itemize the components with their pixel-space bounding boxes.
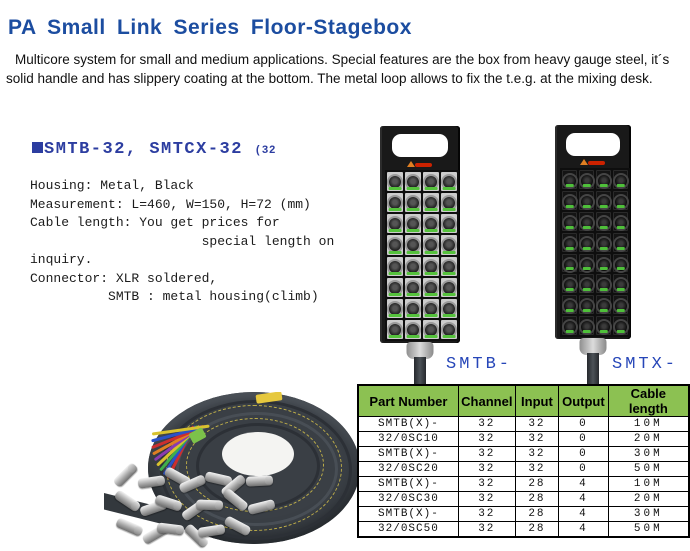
green-label-strip [565, 226, 573, 229]
square-bullet-icon [32, 142, 43, 153]
green-label-strip [582, 309, 590, 312]
green-label-strip [599, 309, 607, 312]
xlr-connector [423, 299, 439, 318]
xlr-connector [613, 274, 628, 293]
xlr-plug [246, 475, 273, 486]
table-row [358, 492, 689, 507]
table-cell: SMTB(X)- [358, 477, 458, 492]
xlr-connector [562, 254, 577, 273]
xlr-connector [387, 235, 403, 254]
green-label-strip [443, 251, 456, 254]
table-cell: 4 [559, 492, 609, 507]
cable-photo [104, 392, 358, 551]
green-label-strip [389, 272, 402, 275]
xlr-connector [423, 172, 439, 191]
green-label-strip [443, 229, 456, 232]
table-cell: 32 [458, 462, 515, 477]
table-cell: 32 [458, 432, 515, 447]
xlr-connector [596, 233, 611, 252]
green-label-strip [425, 335, 438, 338]
table-cell: 4 [559, 522, 609, 538]
table-cell: 28 [515, 507, 558, 522]
logo-mountain-icon [580, 159, 588, 165]
green-label-strip [389, 335, 402, 338]
xlr-connector [423, 193, 439, 212]
green-label-strip [599, 288, 607, 291]
table-cell: SMTB(X)- [358, 447, 458, 462]
green-label-strip [565, 309, 573, 312]
table-cell: 32 [458, 492, 515, 507]
green-label-strip [616, 184, 624, 187]
table-cell: 50M [608, 462, 689, 477]
green-label-strip [425, 251, 438, 254]
table-header-cell: Part Number [358, 385, 458, 417]
xlr-connector [596, 274, 611, 293]
xlr-connector [579, 233, 594, 252]
xlr-connector [387, 172, 403, 191]
xlr-connector [423, 320, 439, 339]
green-label-strip [565, 184, 573, 187]
parts-table [357, 384, 690, 538]
green-label-strip [407, 208, 420, 211]
xlr-connector [562, 233, 577, 252]
xlr-connector [596, 191, 611, 210]
xlr-plug [115, 517, 144, 537]
green-label-strip [565, 205, 573, 208]
xlr-connector [579, 191, 594, 210]
green-label-strip [565, 288, 573, 291]
xlr-connector [579, 295, 594, 314]
xlr-connector [596, 170, 611, 189]
xlr-connector [613, 212, 628, 231]
table-row [358, 462, 689, 477]
xlr-connector [441, 257, 457, 276]
green-label-strip [443, 335, 456, 338]
green-label-strip [582, 330, 590, 333]
xlr-connector [387, 257, 403, 276]
green-label-strip [407, 272, 420, 275]
table-cell: 28 [515, 522, 558, 538]
green-label-strip [407, 293, 420, 296]
brand-logo [407, 161, 433, 168]
green-label-strip [389, 187, 402, 190]
xlr-connector [387, 214, 403, 233]
xlr-connector [405, 214, 421, 233]
page-title: PA Small Link Series Floor-Stagebox [8, 16, 412, 40]
intro-text: Multicore system for small and medium applications. Special features are the box from heavy gauge steel, it´s solid handle and has slippery coating at the bottom. The metal loop allows to fix the t.e.g. at the mixing desk. [6, 51, 670, 86]
xlr-connector [562, 274, 577, 293]
green-label-strip [599, 247, 607, 250]
handle-cutout [566, 133, 620, 156]
green-label-strip [443, 293, 456, 296]
green-label-strip [389, 229, 402, 232]
table-header-cell: Input [515, 385, 558, 417]
product-name: SMTB-32, SMTCX-32 [44, 140, 243, 159]
xlr-connector [387, 278, 403, 297]
xlr-plug [196, 500, 223, 511]
green-label-strip [616, 309, 624, 312]
green-label-strip [407, 187, 420, 190]
table-cell: 32/0SC10 [358, 432, 458, 447]
table-cell: 32 [458, 417, 515, 432]
green-label-strip [443, 187, 456, 190]
spec-line: SMTB : metal housing(climb) [30, 289, 319, 304]
logo-text-mark [415, 163, 432, 167]
table-cell: SMTB(X)- [358, 507, 458, 522]
green-label-strip [599, 267, 607, 270]
xlr-connector [596, 295, 611, 314]
stagebox-label-smtb: SMTB- [446, 355, 513, 374]
xlr-connector [441, 172, 457, 191]
table-cell: 28 [515, 477, 558, 492]
green-label-strip [389, 314, 402, 317]
xlr-connector [596, 316, 611, 335]
green-label-strip [425, 208, 438, 211]
table-cell: 32 [458, 522, 515, 538]
xlr-connector [405, 299, 421, 318]
table-cell: 32 [515, 432, 558, 447]
green-label-strip [425, 272, 438, 275]
xlr-connector [613, 191, 628, 210]
xlr-connector [562, 212, 577, 231]
table-header-cell: Channel [458, 385, 515, 417]
stagebox-smtx [555, 125, 631, 388]
green-label-strip [616, 288, 624, 291]
table-cell: 10M [608, 477, 689, 492]
green-label-strip [616, 267, 624, 270]
table-header-cell: Output [559, 385, 609, 417]
brand-logo [580, 159, 606, 166]
spec-line: inquiry. [30, 252, 93, 267]
xlr-connector [441, 320, 457, 339]
table-cell: 20M [608, 432, 689, 447]
table-cell: 32 [515, 447, 558, 462]
xlr-connector [387, 320, 403, 339]
green-label-strip [425, 293, 438, 296]
xlr-connector [405, 193, 421, 212]
green-label-strip [389, 293, 402, 296]
table-cell: 0 [559, 462, 609, 477]
table-row [358, 447, 689, 462]
table-row [358, 507, 689, 522]
xlr-connector [387, 299, 403, 318]
green-label-strip [599, 184, 607, 187]
table-cell: 32/0SC30 [358, 492, 458, 507]
green-label-strip [425, 229, 438, 232]
table-cell: 32 [458, 477, 515, 492]
table-row [358, 477, 689, 492]
green-label-strip [407, 335, 420, 338]
xlr-connector [562, 191, 577, 210]
xlr-connector [613, 254, 628, 273]
table-cell: 32 [515, 417, 558, 432]
xlr-connector [405, 320, 421, 339]
green-label-strip [599, 205, 607, 208]
spec-line: Connector: XLR soldered, [30, 270, 218, 286]
xlr-plug [112, 462, 138, 488]
spec-line: Measurement: L=460, W=150, H=72 (mm) [30, 196, 311, 212]
green-label-strip [582, 184, 590, 187]
green-label-strip [616, 205, 624, 208]
xlr-connector [579, 316, 594, 335]
xlr-connector [596, 212, 611, 231]
spec-line: Housing: Metal, Black [30, 178, 194, 193]
xlr-connector [405, 235, 421, 254]
table-cell: 32/0SC20 [358, 462, 458, 477]
table-cell: 32 [458, 447, 515, 462]
table-cell: 0 [559, 432, 609, 447]
xlr-connector [441, 278, 457, 297]
table-header-cell: Cable length [608, 385, 689, 417]
table-cell: 10M [608, 417, 689, 432]
xlr-connector [423, 214, 439, 233]
green-label-strip [582, 247, 590, 250]
green-label-strip [443, 208, 456, 211]
green-label-strip [389, 208, 402, 211]
green-label-strip [565, 267, 573, 270]
table-cell: 32/0SC50 [358, 522, 458, 538]
table-cell: 4 [559, 477, 609, 492]
table-cell: SMTB(X)- [358, 417, 458, 432]
xlr-connector [562, 295, 577, 314]
connector-panel [385, 170, 459, 341]
logo-text-mark [588, 161, 605, 165]
xlr-connector [441, 235, 457, 254]
xlr-connector [613, 170, 628, 189]
table-cell: 28 [515, 492, 558, 507]
spec-line: special length on [30, 233, 335, 249]
xlr-connector [579, 170, 594, 189]
green-label-strip [616, 247, 624, 250]
green-label-strip [425, 314, 438, 317]
stagebox-label-smtx: SMTX- [612, 355, 679, 374]
handle-cutout [392, 134, 448, 157]
green-label-strip [616, 330, 624, 333]
xlr-connector [423, 235, 439, 254]
green-label-strip [407, 229, 420, 232]
green-label-strip [443, 272, 456, 275]
green-label-strip [582, 226, 590, 229]
table-cell: 0 [559, 447, 609, 462]
green-label-strip [616, 226, 624, 229]
connector-panel [560, 168, 630, 337]
table-cell: 32 [458, 507, 515, 522]
table-row [358, 522, 689, 538]
green-label-strip [407, 251, 420, 254]
xlr-connector [613, 233, 628, 252]
xlr-connector [579, 254, 594, 273]
green-label-strip [599, 330, 607, 333]
table-cell: 30M [608, 447, 689, 462]
green-label-strip [582, 288, 590, 291]
table-cell: 32 [515, 462, 558, 477]
green-label-strip [443, 314, 456, 317]
xlr-connector [405, 278, 421, 297]
xlr-connector [405, 257, 421, 276]
multicore-cable [587, 353, 599, 388]
table-cell: 50M [608, 522, 689, 538]
green-label-strip [565, 247, 573, 250]
xlr-connector [405, 172, 421, 191]
green-label-strip [407, 314, 420, 317]
product-heading [32, 140, 276, 159]
green-label-strip [565, 330, 573, 333]
green-label-strip [582, 267, 590, 270]
spec-text-block [30, 177, 334, 307]
xlr-connector [579, 212, 594, 231]
xlr-connector [613, 295, 628, 314]
green-label-strip [389, 251, 402, 254]
green-label-strip [599, 226, 607, 229]
logo-mountain-icon [407, 161, 415, 167]
xlr-connector [441, 193, 457, 212]
stagebox-smtb [380, 126, 460, 388]
xlr-connector [441, 299, 457, 318]
coil-center-hole [222, 432, 294, 476]
table-row [358, 417, 689, 432]
table-cell: 20M [608, 492, 689, 507]
spec-line: Cable length: You get prices for [30, 215, 280, 230]
table-row [358, 432, 689, 447]
xlr-connector [562, 170, 577, 189]
xlr-connector [579, 274, 594, 293]
table-header-row [358, 385, 689, 417]
table-cell: 30M [608, 507, 689, 522]
xlr-connector [562, 316, 577, 335]
xlr-connector [596, 254, 611, 273]
xlr-connector [387, 193, 403, 212]
table-cell: 4 [559, 507, 609, 522]
green-label-strip [425, 187, 438, 190]
product-name-suffix: (32 [254, 145, 276, 157]
green-label-strip [582, 205, 590, 208]
xlr-connector [423, 278, 439, 297]
xlr-connector [441, 214, 457, 233]
xlr-connector [613, 316, 628, 335]
table-cell: 0 [559, 417, 609, 432]
xlr-connector [423, 257, 439, 276]
